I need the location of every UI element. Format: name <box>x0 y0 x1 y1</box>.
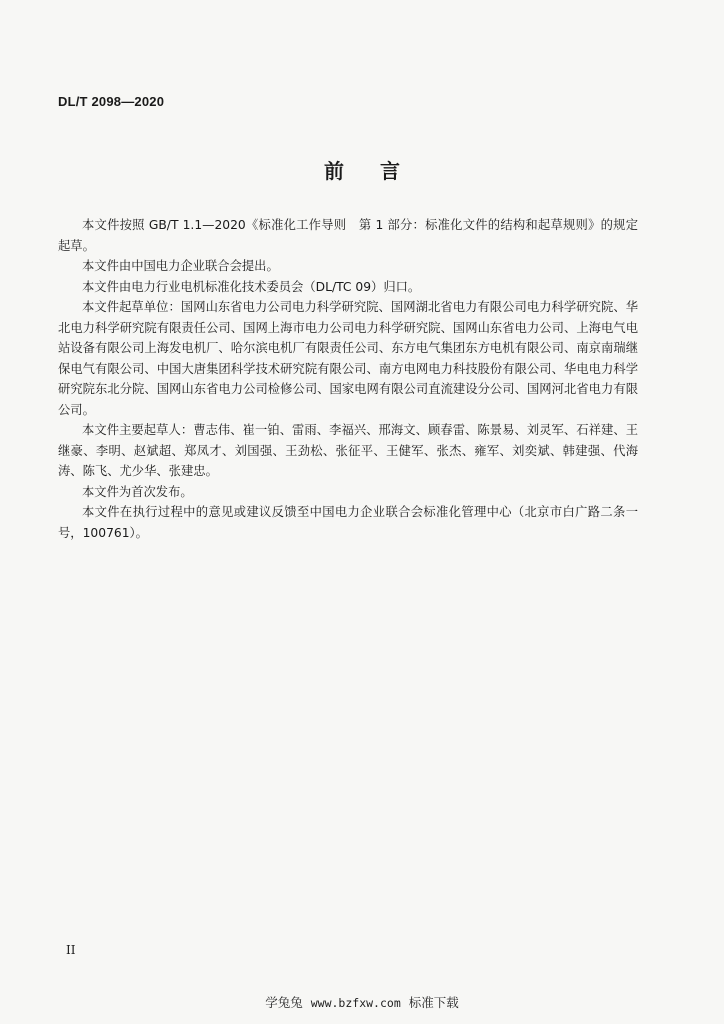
title-part-1: 前 <box>324 159 344 183</box>
footer-site-name: 学兔兔 <box>265 995 303 1010</box>
page-title <box>0 155 724 184</box>
paragraph-drafters: 本文件主要起草人：曹志伟、崔一铂、雷雨、李福兴、邢海文、顾春雷、陈景易、刘灵军、石祥建、王继豪、李明、赵斌超、郑凤才、刘国强、王劲松、张征平、王健军、张杰、雍军、刘奕斌、韩建强、代海涛、陈飞、尤少华、张建忠。 <box>58 423 638 478</box>
footer-site-url[interactable]: www.bzfxw.com <box>310 996 401 1010</box>
paragraph-committee: 本文件由电力行业电机标准化技术委员会（DL/TC 09）归口。 <box>82 279 421 294</box>
paragraph-drafting-rules: 本文件按照 GB/T 1.1—2020《标准化工作导则 第 1 部分：标准化文件的结构和起草规则》的规定起草。 <box>58 218 638 253</box>
paragraph-proposer: 本文件由中国电力企业联合会提出。 <box>82 259 279 273</box>
paragraph-drafting-units: 本文件起草单位：国网山东省电力公司电力科学研究院、国网湖北省电力有限公司电力科学研究院、华北电力科学研究院有限责任公司、国网上海市电力公司电力科学研究院、国网山东省电力公司、上海电气电站设备有限公司上海发电机厂、哈尔滨电机厂有限责任公司、东方电气集团东方电机有限公司、南京南瑞继保电气有限公司、中国大唐集团科学技术研究院有限公司、南方电网电力科技股份有限公司、华电电力科学研究院东北分院、国网山东省电力公司检修公司、国家电网有限公司直流建设分公司、国网河北省电力有限公司。 <box>58 300 638 417</box>
standard-number: DL/T 2098—2020 <box>58 94 165 109</box>
footer-site-tagline: 标准下载 <box>408 995 459 1010</box>
paragraph-feedback: 本文件在执行过程中的意见或建议反馈至中国电力企业联合会标准化管理中心（北京市白广路二条一号，100761）。 <box>58 505 638 540</box>
footer-watermark <box>0 993 724 1011</box>
page-number: II <box>66 943 76 957</box>
foreword-body <box>58 215 638 543</box>
paragraph-first-release: 本文件为首次发布。 <box>82 484 193 499</box>
title-part-2: 言 <box>380 159 400 183</box>
